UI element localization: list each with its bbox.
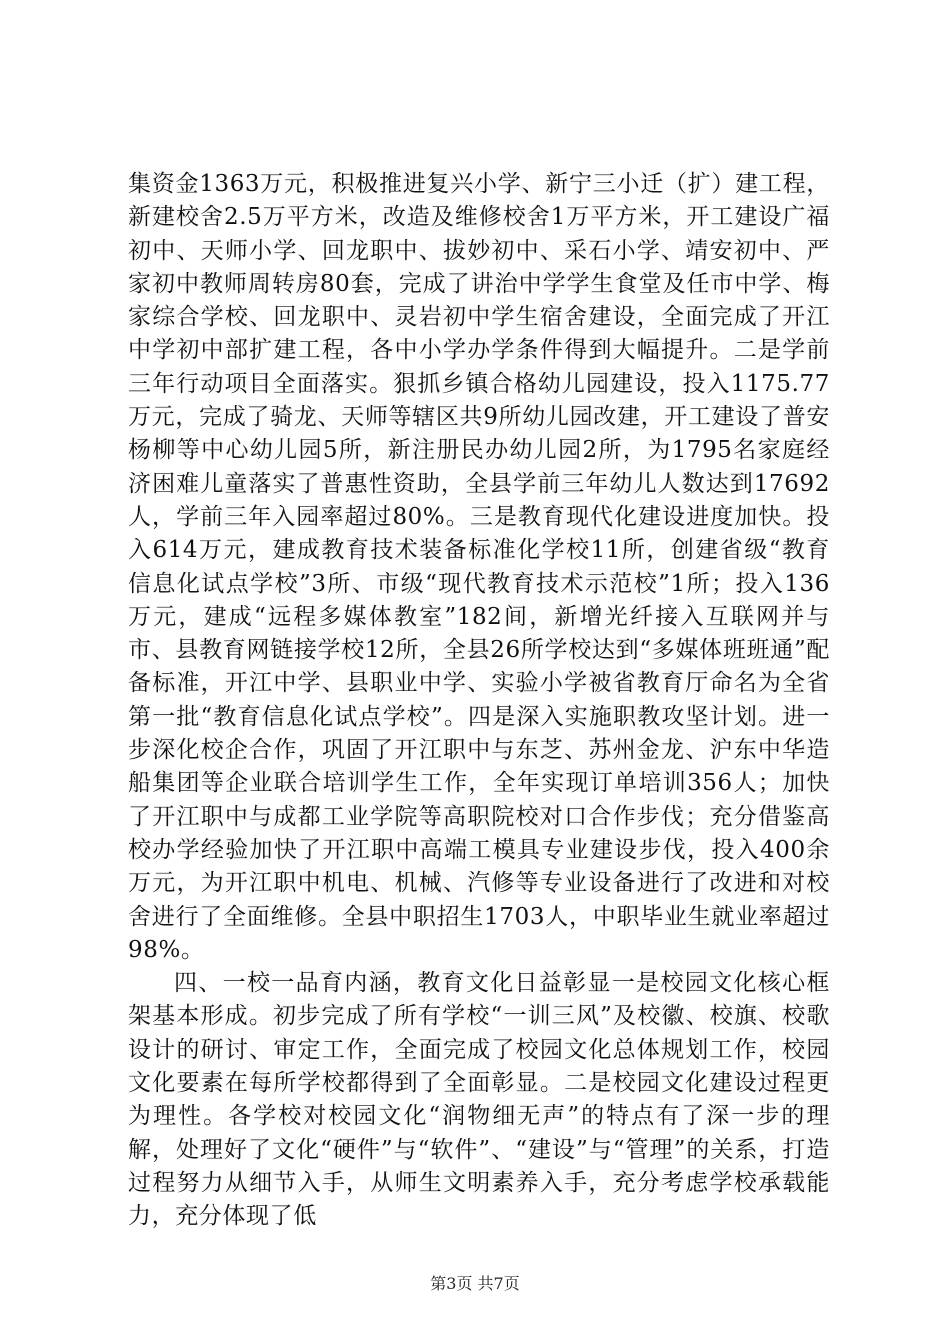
document-body	[128, 168, 830, 1234]
paragraph-continuation: 集资金1363万元，积极推进复兴小学、新宁三小迁（扩）建工程，新建校舍2.5万平方米，改造及维修校舍1万平方米，开工建设广福初中、天师小学、回龙职中、拔妙初中、采石小学、靖安初中、严家初中教师周转房80套，完成了讲治中学学生食堂及任市中学、梅家综合学校、回龙职中、灵岩初中学生宿舍建设，全面完成了开江中学初中部扩建工程，各中小学办学条件得到大幅提升。二是学前三年行动项目全面落实。狠抓乡镇合格幼儿园建设，投入1175.77万元，完成了骑龙、天师等辖区共9所幼儿园改建，开工建设了普安杨柳等中心幼儿园5所，新注册民办幼儿园2所，为1795名家庭经济困难儿童落实了普惠性资助，全县学前三年幼儿人数达到17692人，学前三年入园率超过80%。三是教育现代化建设进度加快。投入614万元，建成教育技术装备标准化学校11所，创建省级“教育信息化试点学校”3所、市级“现代教育技术示范校”1所；投入136万元，建成“远程多媒体教室”182间，新增光纤接入互联网并与市、县教育网链接学校12所，全县26所学校达到“多媒体班班通”配备标准，开江中学、县职业中学、实验小学被省教育厅命名为全省第一批“教育信息化试点学校”。四是深入实施职教攻坚计划。进一步深化校企合作，巩固了开江职中与东芝、苏州金龙、沪东中华造船集团等企业联合培训学生工作，全年实现订单培训356人；加快了开江职中与成都工业学院等高职院校对口合作步伐；充分借鉴高校办学经验加快了开江职中高端工模具专业建设步伐，投入400余万元，为开江职中机电、机械、汽修等专业设备进行了改进和对校舍进行了全面维修。全县中职招生1703人，中职毕业生就业率超过98%。	[128, 171, 830, 963]
paragraph-section-four: 四、一校一品育内涵，教育文化日益彰显一是校园文化核心框架基本形成。初步完成了所有学校“一训三风”及校徽、校旗、校歌设计的研讨、审定工作，全面完成了校园文化总体规划工作，校园文化要素在每所学校都得到了全面彰显。二是校园文化建设过程更为理性。各学校对校园文化“润物细无声”的特点有了深一步的理解，处理好了文化“硬件”与“软件”、“建设”与“管理”的关系，打造过程努力从细节入手，从师生文明素养入手，充分考虑学校承载能力，充分体现了低	[128, 970, 830, 1230]
page-footer: 第3页 共7页	[430, 1274, 520, 1293]
